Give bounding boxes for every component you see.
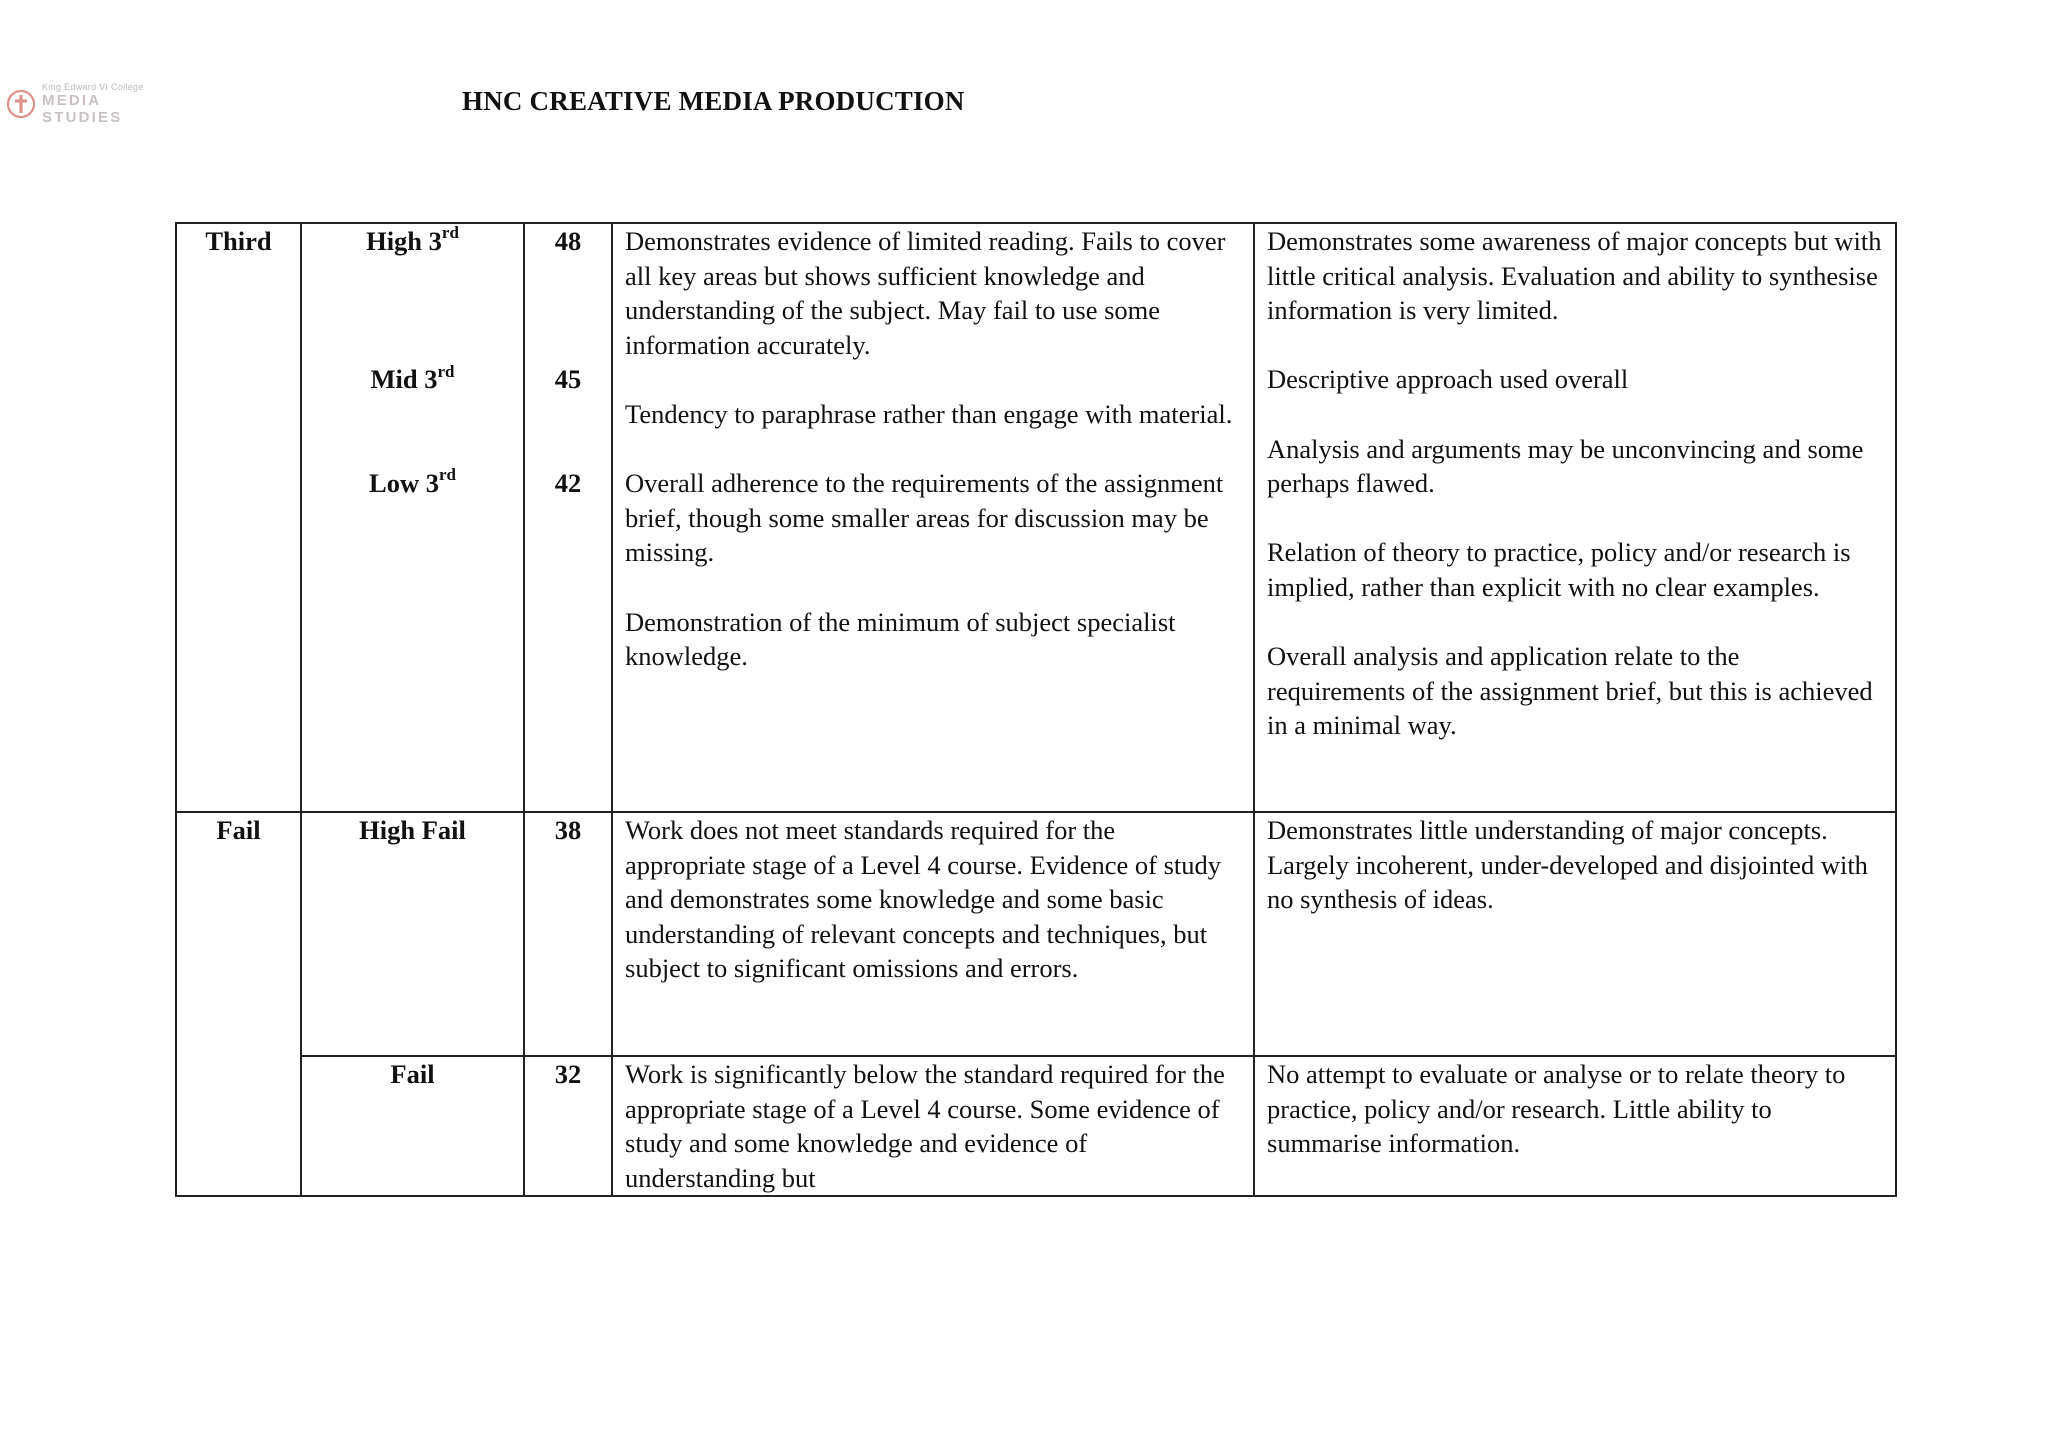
band-label [314,466,511,501]
band-label [314,224,511,259]
mark-cell [524,223,612,812]
college-logo [6,80,166,128]
criteria-text: Overall adherence to the requirements of the assignment brief, though some smaller areas for discussion may be missing. [625,468,1224,568]
mark-value: 48 [554,226,582,256]
ordinal-suffix: rd [441,223,459,243]
criteria-text: Relation of theory to practice, policy and/or research is implied, rather than explicit with no clear examples. [1267,537,1851,602]
crest-icon [6,82,36,126]
classification-cell: Third [176,223,301,812]
criteria-text: Demonstrates evidence of limited reading. Fails to cover all key areas but shows sufficient knowledge and understanding of the subject. May fail to use some information accurately. [625,226,1226,360]
band-label [314,362,511,397]
logo-college-name: King Edward VI College [42,82,144,92]
mark-value: 42 [554,468,582,499]
knowledge-cell: Work is significantly below the standard required for the appropriate stage of a Level 4 course. Some evidence of study and some knowledge and evidence of understanding but [612,1056,1254,1196]
marking-rubric-table [175,222,1897,1197]
ordinal-suffix: rd [437,361,455,381]
band-text: Mid 3 [370,364,438,395]
logo-department: MEDIA STUDIES [42,92,123,126]
band-text: Low 3 [369,468,439,499]
band-cell: Fail [301,1056,524,1196]
document-title: HNC CREATIVE MEDIA PRODUCTION [462,86,965,116]
ordinal-suffix: rd [438,465,456,485]
band-cell [301,223,524,812]
mark-value: 45 [554,364,582,395]
criteria-text: Tendency to paraphrase rather than engage with material. [625,398,1233,429]
knowledge-cell [612,223,1254,812]
analysis-cell [1254,223,1896,812]
criteria-text: Demonstration of the minimum of subject specialist knowledge. [625,606,1176,672]
criteria-text: Descriptive approach used overall [1267,364,1629,395]
logo-text [42,82,166,126]
table-row [176,1056,1896,1196]
band-cell: High Fail [301,812,524,1056]
analysis-cell: Demonstrates little understanding of major concepts. Largely incoherent, under-developed and disjointed with no synthesis of ideas. [1254,812,1896,1056]
knowledge-cell: Work does not meet standards required for the appropriate stage of a Level 4 course. Evidence of study and demonstrates some knowledge and some basic understanding of relevant concepts and techniques, but subject to significant omissions and errors. [612,812,1254,1056]
band-text: High 3 [366,226,442,256]
mark-cell: 38 [524,812,612,1056]
table-row [176,812,1896,1056]
classification-cell: Fail [176,812,301,1196]
table-row [176,223,1896,812]
criteria-text: Demonstrates some awareness of major concepts but with little critical analysis. Evaluation and ability to synthesise information is very limited. [1267,226,1882,326]
criteria-text: Overall analysis and application relate to the requirements of the assignment brief, but this is achieved in a minimal way. [1267,641,1873,741]
analysis-cell: No attempt to evaluate or analyse or to relate theory to practice, policy and/or research. Little ability to summarise information. [1254,1056,1896,1196]
mark-cell: 32 [524,1056,612,1196]
criteria-text: Analysis and arguments may be unconvincing and some perhaps flawed. [1267,433,1864,499]
